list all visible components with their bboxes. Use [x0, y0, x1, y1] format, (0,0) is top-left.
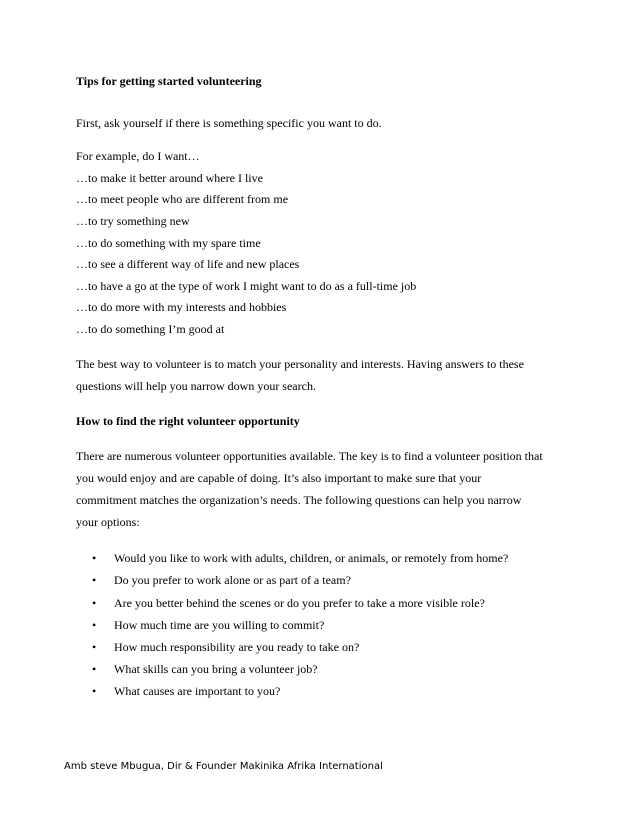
- want-item: …to do more with my interests and hobbies: [76, 300, 287, 314]
- want-item: …to have a go at the type of work I might want to do as a full-time job: [76, 279, 417, 293]
- bullet-icon: •: [92, 662, 97, 676]
- question-text: Are you better behind the scenes or do you prefer to take a more visible role?: [114, 596, 485, 610]
- bullet-icon: •: [92, 573, 97, 587]
- bullet-icon: •: [92, 640, 97, 654]
- paragraph-line: you would enjoy and are capable of doing. It’s also important to make sure that your: [76, 471, 482, 485]
- example-lead: For example, do I want…: [76, 149, 200, 163]
- question-text: How much responsibility are you ready to take on?: [114, 640, 360, 654]
- page-footer: Amb steve Mbugua, Dir & Founder Makinika Afrika International: [64, 761, 383, 772]
- question-text: What causes are important to you?: [114, 684, 281, 698]
- question-text: Do you prefer to work alone or as part of a team?: [114, 573, 351, 587]
- bullet-icon: •: [92, 618, 97, 632]
- bullet-icon: •: [92, 551, 97, 565]
- want-item: …to make it better around where I live: [76, 171, 263, 185]
- bullet-icon: •: [92, 684, 97, 698]
- want-item: …to do something with my spare time: [76, 236, 261, 250]
- want-item: …to meet people who are different from me: [76, 192, 289, 206]
- intro-text: First, ask yourself if there is something specific you want to do.: [76, 116, 382, 130]
- question-text: How much time are you willing to commit?: [114, 618, 325, 632]
- bullet-icon: •: [92, 596, 97, 610]
- question-text: Would you like to work with adults, children, or animals, or remotely from home?: [114, 551, 509, 565]
- paragraph-line: commitment matches the organization’s needs. The following questions can help you narrow: [76, 493, 522, 507]
- want-item: …to try something new: [76, 214, 190, 228]
- heading-find-opportunity: How to find the right volunteer opportunity: [76, 414, 300, 428]
- question-text: What skills can you bring a volunteer job?: [114, 662, 318, 676]
- heading-getting-started: Tips for getting started volunteering: [76, 74, 262, 88]
- summary-line: The best way to volunteer is to match your personality and interests. Having answers to these: [76, 357, 524, 371]
- want-item: …to see a different way of life and new places: [76, 257, 300, 271]
- paragraph-line: your options:: [76, 515, 140, 529]
- want-item: …to do something I’m good at: [76, 322, 225, 336]
- paragraph-line: There are numerous volunteer opportunities available. The key is to find a volunteer position that: [76, 449, 543, 463]
- summary-line: questions will help you narrow down your search.: [76, 379, 316, 393]
